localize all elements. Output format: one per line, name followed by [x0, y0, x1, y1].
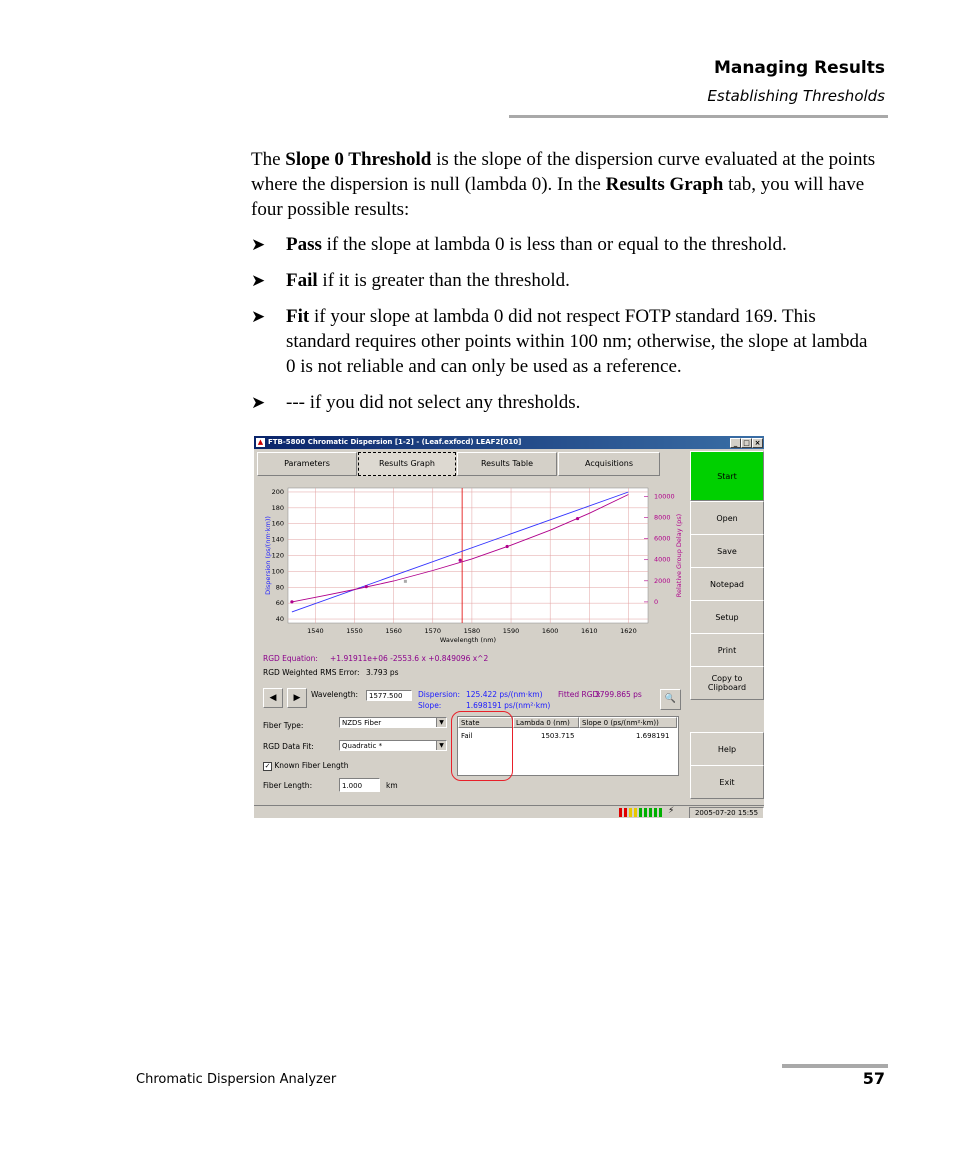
fitted-rgd-label: Fitted RGD: [558, 690, 601, 699]
checkbox-checked-icon[interactable]: ✓ [264, 761, 271, 770]
battery-level-icon [644, 808, 647, 817]
y-tick-label: 60 [275, 599, 284, 608]
fiber-length-label: Fiber Length: [263, 781, 313, 790]
copy-clipboard-button[interactable]: Copy to Clipboard [690, 666, 764, 700]
dispersion-value: 125.422 ps/(nm·km) [466, 690, 543, 699]
battery-level-icon [634, 808, 637, 817]
start-button[interactable]: Start [690, 451, 764, 501]
battery-level-icon [639, 808, 642, 817]
tab-acquisitions[interactable]: Acquisitions [558, 452, 660, 476]
app-logo-icon: ▲ [257, 438, 264, 446]
close-icon[interactable]: × [752, 438, 763, 448]
battery-level-icon [629, 808, 632, 817]
chevron-down-icon[interactable]: ▼ [436, 718, 446, 727]
app-window [254, 436, 764, 818]
save-button[interactable]: Save [690, 534, 764, 568]
status-clock: 2005-07-20 15:55 [689, 807, 764, 818]
battery-level-icon [624, 808, 627, 817]
rgd-rms-value: 3.793 ps [366, 668, 399, 677]
x-tick-label: 1610 [581, 627, 598, 635]
maximize-icon[interactable]: □ [741, 438, 752, 448]
help-button[interactable]: Help [690, 732, 764, 766]
x-tick-label: 1550 [346, 627, 363, 635]
y2-tick-label: 2000 [654, 576, 671, 585]
x-tick-label: 1620 [620, 627, 637, 635]
x-tick-label: 1580 [463, 627, 481, 635]
cursor-right-button[interactable]: ▶ [287, 688, 307, 708]
bullet-fail [251, 268, 881, 293]
rgd-fit-label: RGD Data Fit: [263, 742, 314, 751]
data-point [365, 585, 368, 588]
x-tick-label: 1570 [424, 627, 442, 635]
fiber-type-label: Fiber Type: [263, 721, 304, 730]
cursor-left-button[interactable]: ◀ [263, 688, 283, 708]
page-number: 57 [862, 1069, 885, 1088]
data-point [576, 517, 579, 520]
y2-axis-label: Relative Group Delay (ps) [675, 513, 683, 598]
y-tick-label: 40 [275, 615, 284, 624]
fitted-rgd-value: 3799.865 ps [595, 690, 642, 699]
arrow-icon: ➤ [251, 271, 266, 290]
rgd-rms-label: RGD Weighted RMS Error: [263, 668, 360, 677]
tab-results-graph[interactable]: Results Graph [358, 452, 456, 476]
bullet-none [251, 390, 881, 415]
section-subtitle: Establishing Thresholds [707, 87, 885, 105]
open-button[interactable]: Open [690, 501, 764, 535]
known-length-label: Known Fiber Length [274, 761, 349, 770]
power-plug-icon: ⚡ [668, 806, 675, 816]
dispersion-chart[interactable] [254, 481, 690, 681]
data-point [290, 600, 293, 603]
x-axis-label: Wavelength (nm) [439, 636, 497, 644]
footer-rule [782, 1064, 888, 1068]
bullet-term: Fail [286, 270, 318, 291]
arrow-icon: ➤ [251, 235, 266, 254]
tab-results-table[interactable]: Results Table [457, 452, 557, 476]
rgd-fit-select[interactable] [339, 740, 447, 751]
known-length-checkbox[interactable] [263, 761, 349, 771]
y-tick-label: 80 [275, 583, 284, 592]
slope-label: Slope: [418, 701, 442, 710]
minimize-icon[interactable]: _ [730, 438, 741, 448]
intro-paragraph [251, 147, 881, 222]
table-cell-slope: 1.698191 [636, 732, 670, 740]
rgd-equation-value: +1.91911e+06 -2553.6 x +0.849096 x^2 [330, 654, 489, 663]
data-point [459, 559, 462, 562]
arrow-icon: ➤ [251, 393, 266, 412]
y-tick-label: 140 [271, 535, 284, 544]
intro-bold-2: Results Graph [605, 174, 724, 195]
y-tick-label: 120 [271, 551, 284, 560]
arrow-icon: ➤ [251, 307, 266, 326]
bullet-text: if your slope at lambda 0 did not respect FOTP standard 169. This standard requires other points within 100 nm; otherwise, the slope at lambda 0 is not reliable and can only be used as a reference. [286, 306, 868, 377]
wavelength-input[interactable]: 1577.500 [366, 690, 412, 701]
body-text [251, 147, 881, 426]
zoom-icon[interactable]: 🔍 [660, 689, 681, 710]
y-tick-label: 200 [271, 487, 284, 496]
x-tick-label: 1590 [502, 627, 520, 635]
fiber-type-select[interactable] [339, 717, 447, 728]
x-tick-label: 1600 [541, 627, 559, 635]
wavelength-label: Wavelength: [311, 690, 359, 699]
y2-tick-label: 6000 [654, 534, 671, 543]
rgd-fit-value: Quadratic * [342, 742, 383, 750]
highlight-circle [451, 711, 513, 781]
notepad-button[interactable]: Notepad [690, 567, 764, 601]
dispersion-label: Dispersion: [418, 690, 461, 699]
y2-tick-label: 0 [654, 597, 659, 606]
fiber-length-input[interactable]: 1.000 [339, 778, 380, 792]
table-cell-state: Fail [461, 732, 473, 740]
table-header-state[interactable]: State [458, 717, 513, 728]
setup-button[interactable]: Setup [690, 600, 764, 634]
print-button[interactable]: Print [690, 633, 764, 667]
exit-button[interactable]: Exit [690, 765, 764, 799]
bullet-text: --- if you did not select any thresholds. [286, 392, 581, 413]
window-title: FTB-5800 Chromatic Dispersion [1-2] - (Leaf.exfocd) LEAF2[010] [268, 438, 522, 446]
intro-text-2: is the slope of the dispersion curve evaluated at the points where the dispersion is null (lambda 0). In the [251, 149, 876, 195]
table-header-lambda[interactable]: Lambda 0 (nm) [513, 717, 579, 728]
y-axis-label: Dispersion (ps/(nm·km)) [264, 516, 272, 595]
table-cell-lambda: 1503.715 [541, 732, 575, 740]
bullet-term: Fit [286, 306, 310, 327]
footer-title: Chromatic Dispersion Analyzer [136, 1072, 337, 1087]
bullet-fit [251, 304, 881, 379]
intro-bold-1: Slope 0 Threshold [285, 149, 432, 170]
table-header-slope[interactable]: Slope 0 (ps/(nm²·km)) [579, 717, 677, 728]
bullet-text: if it is greater than the threshold. [317, 270, 570, 291]
title-bar [254, 436, 764, 449]
battery-level-icon [654, 808, 657, 817]
y-tick-label: 100 [271, 567, 284, 576]
header-rule [509, 115, 888, 118]
outlier-point [404, 580, 407, 583]
y-tick-label: 180 [271, 503, 284, 512]
status-bar [254, 805, 764, 818]
data-point [506, 545, 509, 548]
y2-tick-label: 10000 [654, 492, 675, 501]
battery-level-icon [659, 808, 662, 817]
chevron-down-icon[interactable]: ▼ [436, 741, 446, 750]
y2-tick-label: 8000 [654, 513, 671, 522]
rgd-equation-label: RGD Equation: [263, 654, 318, 663]
battery-level-icon [649, 808, 652, 817]
slope-value: 1.698191 ps/(nm²·km) [466, 701, 551, 710]
battery-level-icon [619, 808, 622, 817]
x-tick-label: 1560 [385, 627, 402, 635]
intro-text-1: The [251, 149, 286, 170]
bullet-term: Pass [286, 234, 322, 255]
fiber-length-unit: km [386, 781, 398, 790]
bullet-pass [251, 232, 881, 257]
bullet-text: if the slope at lambda 0 is less than or equal to the threshold. [321, 234, 787, 255]
y-tick-label: 160 [271, 519, 284, 528]
intro-text-3: tab, you will have four possible results: [251, 174, 865, 220]
tab-parameters[interactable]: Parameters [257, 452, 357, 476]
section-title: Managing Results [713, 58, 885, 78]
fiber-type-value: NZDS Fiber [342, 719, 382, 727]
x-tick-label: 1540 [307, 627, 324, 635]
y2-tick-label: 4000 [654, 555, 671, 564]
